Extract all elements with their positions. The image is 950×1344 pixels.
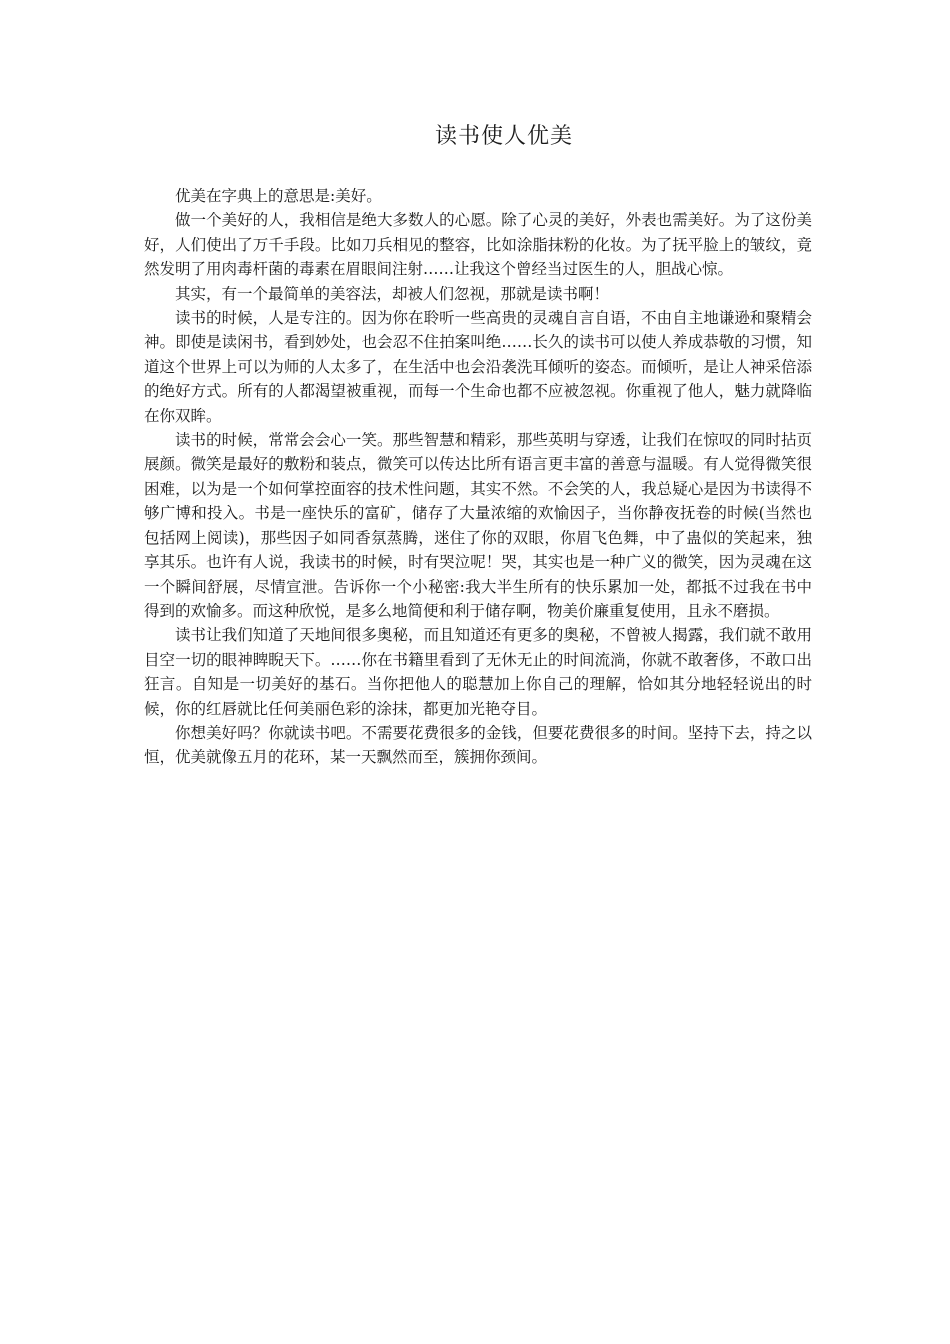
paragraph: 你想美好吗？你就读书吧。不需要花费很多的金钱，但要花费很多的时间。坚持下去，持之以恒，优美就像五月的花环，某一天飘然而至，簇拥你颈间。: [144, 723, 812, 767]
paragraph: 做一个美好的人，我相信是绝大多数人的心愿。除了心灵的美好，外表也需美好。为了这份美好，人们使出了万千手段。比如刀兵相见的整容，比如涂脂抹粉的化妆。为了抚平脸上的皱纹，竟然发明了用肉毒杆菌的毒素在眉眼间注射……让我这个曾经当过医生的人，胆战心惊。: [144, 211, 812, 279]
document-page: [144, 120, 812, 770]
paragraph: 优美在字典上的意思是:美好。: [175, 187, 382, 205]
document-title: 读书使人优美: [434, 124, 573, 149]
paragraph: 其实，有一个最简单的美容法，却被人们忽视，那就是读书啊！: [175, 284, 610, 303]
paragraph: 读书的时候，常常会会心一笑。那些智慧和精彩，那些英明与穿透，让我们在惊叹的同时拈页展颜。微笑是最好的敷粉和装点，微笑可以传达比所有语言更丰富的善意与温暖。有人觉得微笑很困难，以为是一个如何掌控面容的技术性问题，其实不然。不会笑的人，我总疑心是因为书读得不够广博和投入。书是一座快乐的富矿，储存了大量浓缩的欢愉因子，当你静夜抚卷的时候(当然也包括网上阅读)，那些因子如同香氛蒸腾，迷住了你的双眼，你眉飞色舞，中了蛊似的笑起来，独享其乐。也许有人说，我读书的时候，时有哭泣呢！哭，其实也是一种广义的微笑，因为灵魂在这一个瞬间舒展，尽情宣泄。告诉你一个小秘密:我大半生所有的快乐累加一处，都抵不过我在书中得到的欢愉多。而这种欣悦，是多么地简便和利于储存啊，物美价廉重复使用，且永不磨损。: [144, 431, 812, 620]
paragraph: 读书的时候，人是专注的。因为你在聆听一些高贵的灵魂自言自语，不由自主地谦逊和聚精会神。即使是读闲书，看到妙处，也会忍不住拍案叫绝……长久的读书可以使人养成恭敬的习惯，知道这个世界上可以为师的人太多了，在生活中也会沿袭洗耳倾听的姿态。而倾听，是让人神采倍添的绝好方式。所有的人都渴望被重视，而每一个生命也都不应被忽视。你重视了他人，魅力就降临在你双眸。: [144, 309, 812, 425]
paragraph: 读书让我们知道了天地间很多奥秘，而且知道还有更多的奥秘，不曾被人揭露，我们就不敢用目空一切的眼神睥睨天下。……你在书籍里看到了无休无止的时间流淌，你就不敢奢侈，不敢口出狂言。自知是一切美好的基石。当你把他人的聪慧加上你自己的理解，恰如其分地轻轻说出的时候，你的红唇就比任何美丽色彩的涂抹，都更加光艳夺目。: [144, 626, 812, 718]
